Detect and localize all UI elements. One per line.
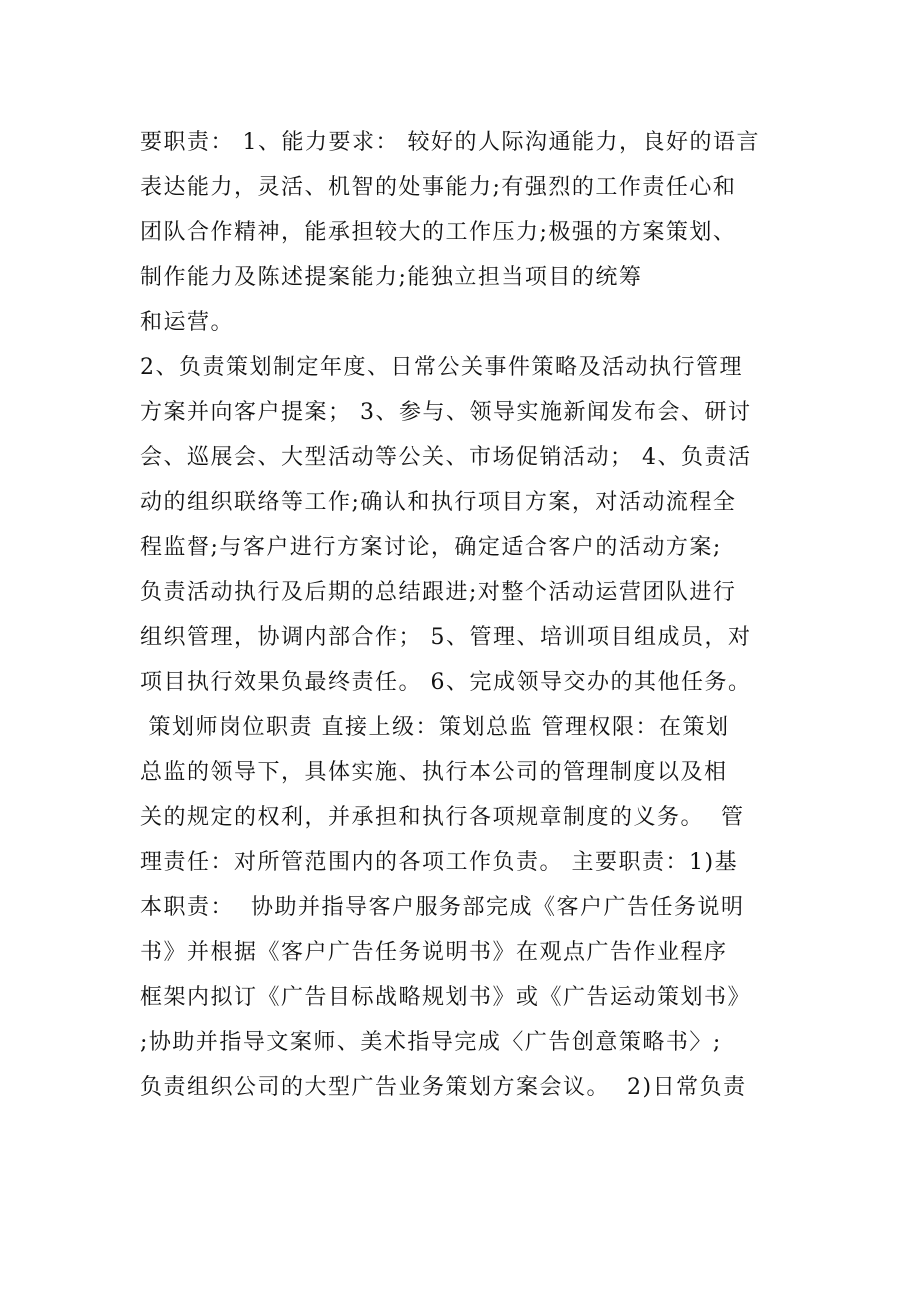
text-line: 负责组织公司的大型广告业务策划方案会议。 2)日常负责 <box>140 1075 747 1100</box>
text-line: 关的规定的权利，并承担和执行各项规章制度的义务。 管 <box>140 805 745 830</box>
text-line: 程监督;与客户进行方案讨论，确定适合客户的活动方案; <box>140 535 722 560</box>
text-line: 本职责： 协助并指导客户服务部完成《客户广告任务说明 <box>140 895 745 920</box>
document-body <box>140 120 800 1110</box>
text-line: 2、负责策划制定年度、日常公关事件策略及活动执行管理 <box>140 355 743 380</box>
text-line: 表达能力，灵活、机智的处事能力;有强烈的工作责任心和 <box>140 175 737 200</box>
text-line: 制作能力及陈述提案能力;能独立担当项目的统筹 <box>140 265 643 290</box>
text-line: 总监的领导下，具体实施、执行本公司的管理制度以及相 <box>140 760 728 785</box>
text-line: 方案并向客户提案； 3、参与、领导实施新闻发布会、研讨 <box>140 400 752 425</box>
text-line: 动的组织联络等工作;确认和执行项目方案，对活动流程全 <box>140 490 737 515</box>
text-line: 组织管理，协调内部合作； 5、管理、培训项目组成员，对 <box>140 625 752 650</box>
text-line: 项目执行效果负最终责任。 6、完成领导交办的其他任务。 <box>140 670 752 695</box>
text-line: 框架内拟订《广告目标战略规划书》或《广告运动策划书》 <box>140 985 752 1010</box>
text-line: ;协助并指导文案师、美术指导完成〈广告创意策略书〉; <box>140 1030 722 1055</box>
text-line: 团队合作精神，能承担较大的工作压力;极强的方案策划、 <box>140 220 737 245</box>
text-line: 要职责： 1、能力要求： 较好的人际沟通能力，良好的语言 <box>140 130 760 155</box>
text-line: 负责活动执行及后期的总结跟进;对整个活动运营团队进行 <box>140 580 737 605</box>
text-line: 理责任：对所管范围内的各项工作负责。 主要职责：1)基 <box>140 850 739 875</box>
text-line: 书》并根据《客户广告任务说明书》在观点广告作业程序 <box>140 940 728 965</box>
text-line: 策划师岗位职责 直接上级：策划总监 管理权限：在策划 <box>140 715 730 740</box>
text-line: 会、巡展会、大型活动等公关、市场促销活动； 4、负责活 <box>140 445 752 470</box>
text-line: 和运营。 <box>140 310 235 335</box>
